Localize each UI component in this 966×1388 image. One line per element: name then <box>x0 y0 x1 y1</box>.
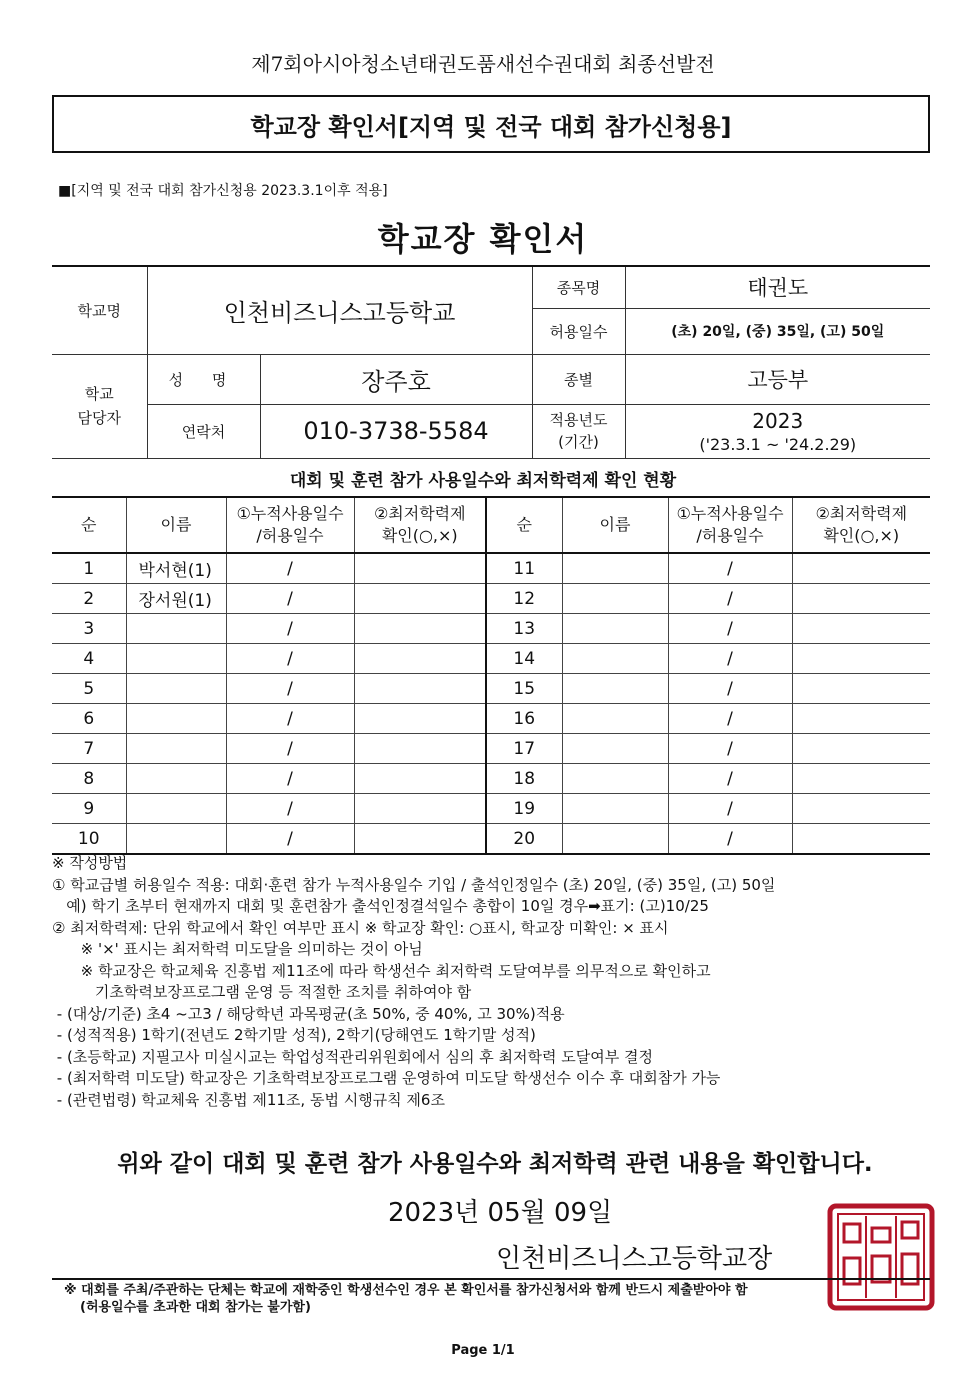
principal-signature-line: 인천비즈니스고등학교장 <box>496 1244 773 1274</box>
days-used-cell: / <box>226 644 354 674</box>
instruction-line: 예) 학기 초부터 현재까지 대회 및 훈련참가 출석인정결석일수 총합이 10일 경우➡표기: (고)10/25 <box>52 897 709 915</box>
table-row <box>52 704 930 734</box>
days-used-cell: / <box>226 764 354 794</box>
header-check: ②최저학력제 확인(○,×) <box>792 497 930 553</box>
table-row <box>52 794 930 824</box>
row-number: 16 <box>486 704 562 734</box>
student-name <box>126 614 226 644</box>
main-title: 학교장 확인서 <box>377 220 589 258</box>
grade-check-cell <box>792 553 930 584</box>
header-no: 순 <box>486 497 562 553</box>
grade-check-cell <box>354 674 486 704</box>
header-name: 이름 <box>126 497 226 553</box>
days-used-cell: / <box>668 824 792 855</box>
instruction-line: - (성적적용) 1학기(전년도 2학기말 성적), 2학기(당해연도 1학기말 성적) <box>52 1026 536 1044</box>
days-used-cell: / <box>226 584 354 614</box>
days-used-cell: / <box>668 794 792 824</box>
student-name <box>126 674 226 704</box>
contact-label: 연락처 <box>147 404 260 458</box>
table-row <box>52 674 930 704</box>
student-name <box>562 824 668 855</box>
days-used-cell: / <box>226 794 354 824</box>
allowed-days-value: (초) 20일, (중) 35일, (고) 50일 <box>625 308 930 354</box>
student-name <box>562 734 668 764</box>
row-number: 9 <box>52 794 126 824</box>
days-used-cell: / <box>668 553 792 584</box>
instruction-line: ※ 학교장은 학교체육 진흥법 제11조에 따라 학생선수 최저학력 도달여부를 의무적으로 확인하고 <box>52 961 711 980</box>
row-number: 19 <box>486 794 562 824</box>
instruction-line: - (관련법령) 학교체육 진흥법 제11조, 동법 시행규칙 제6조 <box>52 1090 445 1109</box>
grade-check-cell <box>792 794 930 824</box>
section-title: 대회 및 훈련 참가 사용일수와 최저학력제 확인 현황 <box>289 471 677 491</box>
instruction-line: - (초등학교) 지필고사 미실시교는 학업성적관리위원회에서 심의 후 최저학력 도달여부 결정 <box>52 1047 653 1066</box>
student-name <box>126 794 226 824</box>
grade-check-cell <box>354 764 486 794</box>
grade-check-cell <box>354 644 486 674</box>
grade-check-cell <box>792 644 930 674</box>
applicability-notice: ■[지역 및 전국 대회 참가신청용 2023.3.1이후 적용] <box>58 183 388 199</box>
table-row <box>52 644 930 674</box>
instructions <box>52 853 942 1111</box>
row-number: 5 <box>52 674 126 704</box>
info-table <box>52 265 930 459</box>
days-used-cell: / <box>226 824 354 855</box>
instruction-line: - (대상/기준) 초4 ~고3 / 해당학년 과목평균(초 50%, 중 40%, 고 30%)적용 <box>52 1004 565 1023</box>
header-name: 이름 <box>562 497 668 553</box>
footnote-line-2: (허용일수를 초과한 대회 참가는 불가함) <box>80 1300 311 1315</box>
header-days: ①누적사용일수 /허용일수 <box>668 497 792 553</box>
table-row <box>52 614 930 644</box>
instruction-line: - (최저학력 미도달) 학교장은 기초학력보장프로그램 운영하여 미도달 학생선수 이수 후 대회참가 가능 <box>52 1069 721 1087</box>
student-name <box>562 674 668 704</box>
confirmation-statement: 위와 같이 대회 및 훈련 참가 사용일수와 최저학력 관련 내용을 확인합니다. <box>117 1151 873 1177</box>
division-value: 고등부 <box>625 354 930 404</box>
days-used-cell: / <box>668 764 792 794</box>
year-period: ('23.3.1 ~ '24.2.29) <box>699 434 857 454</box>
manager-name: 장주호 <box>260 354 532 404</box>
instruction-line: ※ 작성방법 <box>52 854 128 872</box>
grade-check-cell <box>792 584 930 614</box>
participation-table <box>52 496 930 855</box>
row-number: 8 <box>52 764 126 794</box>
days-used-cell: / <box>668 674 792 704</box>
row-number: 15 <box>486 674 562 704</box>
row-number: 4 <box>52 644 126 674</box>
footnote <box>64 1282 924 1316</box>
days-used-cell: / <box>226 734 354 764</box>
form-title-box: 학교장 확인서[지역 및 전국 대회 참가신청용] <box>52 95 930 153</box>
grade-check-cell <box>354 734 486 764</box>
grade-check-cell <box>354 794 486 824</box>
student-name <box>562 794 668 824</box>
school-label: 학교명 <box>52 266 147 354</box>
table-row <box>52 734 930 764</box>
days-used-cell: / <box>226 553 354 584</box>
student-name <box>126 764 226 794</box>
row-number: 1 <box>52 553 126 584</box>
name-label: 성 명 <box>147 354 260 404</box>
row-number: 2 <box>52 584 126 614</box>
grade-check-cell <box>354 614 486 644</box>
row-number: 18 <box>486 764 562 794</box>
event-value: 태권도 <box>625 266 930 308</box>
student-name <box>126 734 226 764</box>
instruction-line: ② 최저학력제: 단위 학교에서 확인 여부만 표시 ※ 학교장 확인: ○표시, 학교장 미확인: × 표시 <box>52 918 669 937</box>
row-number: 17 <box>486 734 562 764</box>
student-name <box>562 764 668 794</box>
year-cell <box>625 404 930 458</box>
student-name: 장서원(1) <box>126 584 226 614</box>
document-header: 제7회아시아청소년태권도품새선수권대회 최종선발전 <box>251 52 715 76</box>
days-used-cell: / <box>226 704 354 734</box>
days-used-cell: / <box>668 614 792 644</box>
event-label: 종목명 <box>532 266 625 308</box>
row-number: 6 <box>52 704 126 734</box>
student-name <box>562 614 668 644</box>
grade-check-cell <box>354 824 486 855</box>
student-name <box>126 824 226 855</box>
school-name: 인천비즈니스고등학교 <box>147 266 532 354</box>
header-check: ②최저학력제 확인(○,×) <box>354 497 486 553</box>
student-name <box>562 553 668 584</box>
page-number: Page 1/1 <box>451 1343 515 1358</box>
contact-value: 010-3738-5584 <box>260 404 532 458</box>
student-name <box>126 704 226 734</box>
footer-divider <box>52 1278 930 1280</box>
grade-check-cell <box>792 674 930 704</box>
issue-date: 2023년 05월 09일 <box>388 1198 613 1228</box>
row-number: 3 <box>52 614 126 644</box>
row-number: 14 <box>486 644 562 674</box>
student-name: 박서현(1) <box>126 553 226 584</box>
division-label: 종별 <box>532 354 625 404</box>
manager-label: 학교 담당자 <box>52 354 147 458</box>
instruction-line: ※ '×' 표시는 최저학력 미도달을 의미하는 것이 아님 <box>52 940 423 958</box>
instruction-line: ① 학교급별 허용일수 적용: 대회·훈련 참가 누적사용일수 기입 / 출석인정일수 (초) 20일, (중) 35일, (고) 50일 <box>52 875 776 894</box>
row-number: 13 <box>486 614 562 644</box>
row-number: 10 <box>52 824 126 855</box>
grade-check-cell <box>792 614 930 644</box>
days-used-cell: / <box>668 734 792 764</box>
allowed-days-label: 허용일수 <box>532 308 625 354</box>
days-used-cell: / <box>668 644 792 674</box>
table-row <box>52 553 930 584</box>
days-used-cell: / <box>226 614 354 644</box>
row-number: 7 <box>52 734 126 764</box>
student-name <box>562 584 668 614</box>
days-used-cell: / <box>226 674 354 704</box>
row-number: 12 <box>486 584 562 614</box>
row-number: 20 <box>486 824 562 855</box>
grade-check-cell <box>354 704 486 734</box>
row-number: 11 <box>486 553 562 584</box>
grade-check-cell <box>354 553 486 584</box>
grade-check-cell <box>354 584 486 614</box>
days-used-cell: / <box>668 584 792 614</box>
year-label: 적용년도 (기간) <box>532 404 625 458</box>
student-name <box>562 644 668 674</box>
student-name <box>126 644 226 674</box>
header-days: ①누적사용일수 /허용일수 <box>226 497 354 553</box>
table-row <box>52 824 930 855</box>
grade-check-cell <box>792 704 930 734</box>
grade-check-cell <box>792 824 930 855</box>
year-value: 2023 <box>752 408 804 433</box>
table-row <box>52 764 930 794</box>
table-row <box>52 584 930 614</box>
footnote-line-1: ※ 대회를 주최/주관하는 단체는 학교에 재학중인 학생선수인 경우 본 확인서를 참가신청서와 함께 반드시 제출받아야 함 <box>64 1283 748 1298</box>
grade-check-cell <box>792 764 930 794</box>
instruction-line: 기초학력보장프로그램 운영 등 적절한 조치를 취하여야 함 <box>52 983 472 1001</box>
header-no: 순 <box>52 497 126 553</box>
grade-check-cell <box>792 734 930 764</box>
student-name <box>562 704 668 734</box>
days-used-cell: / <box>668 704 792 734</box>
